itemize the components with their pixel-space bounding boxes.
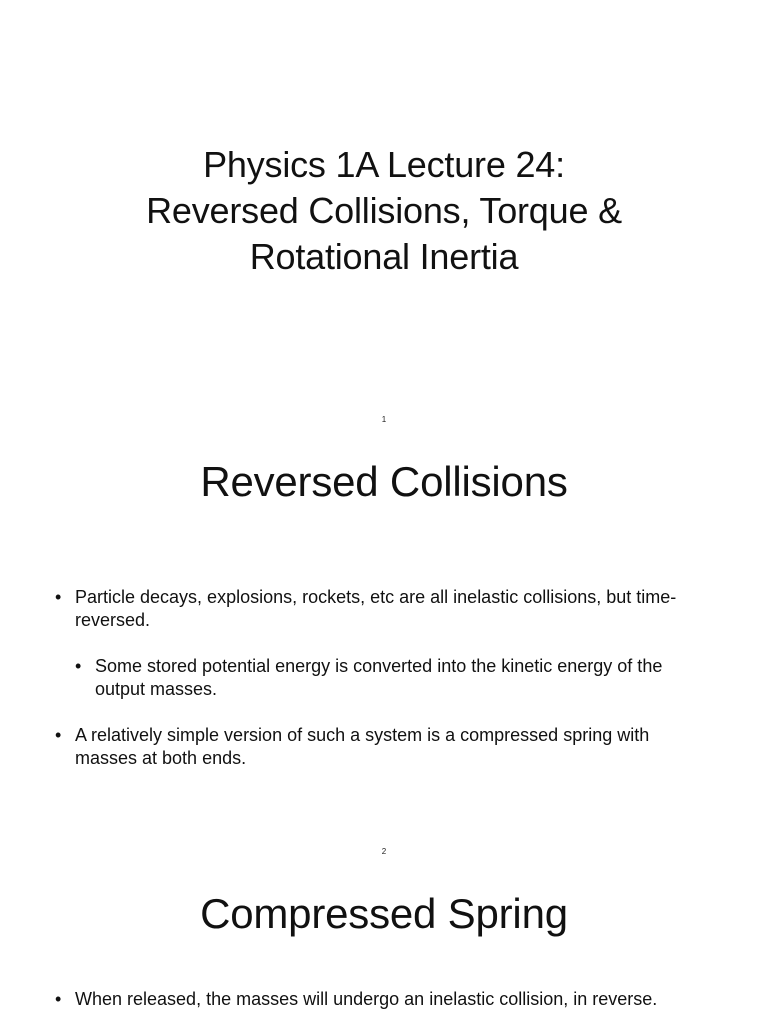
page-number-1: 1 — [381, 415, 387, 424]
slide-2-bullet-3 — [55, 724, 715, 770]
slide-2-bullet-2 — [75, 655, 715, 701]
slide-2-bullet-1 — [55, 586, 715, 632]
slide-2-title: Reversed Collisions — [200, 458, 568, 505]
bullet-dot: • — [55, 725, 62, 745]
lecture-title-line-3: Rotational Inertia — [249, 236, 519, 277]
lecture-title — [0, 142, 768, 280]
bullet-text: Some stored potential energy is converted into the kinetic energy of the output masses. — [95, 656, 663, 699]
page-number-2: 2 — [381, 847, 387, 856]
slide-3-bullet-1 — [55, 988, 715, 1011]
bullet-dot: • — [55, 587, 62, 607]
bullet-text: When released, the masses will undergo an inelastic collision, in reverse. — [75, 989, 658, 1009]
bullet-text: Particle decays, explosions, rockets, etc are all inelastic collisions, but time-reversed. — [75, 587, 677, 630]
slide-3-title: Compressed Spring — [200, 890, 568, 937]
bullet-dot: • — [55, 989, 62, 1009]
lecture-title-line-1: Physics 1A Lecture 24: — [203, 144, 565, 185]
bullet-text: A relatively simple version of such a system is a compressed spring with masses at both ends. — [75, 725, 650, 768]
lecture-title-line-2: Reversed Collisions, Torque & — [146, 190, 622, 231]
bullet-dot: • — [75, 656, 82, 676]
